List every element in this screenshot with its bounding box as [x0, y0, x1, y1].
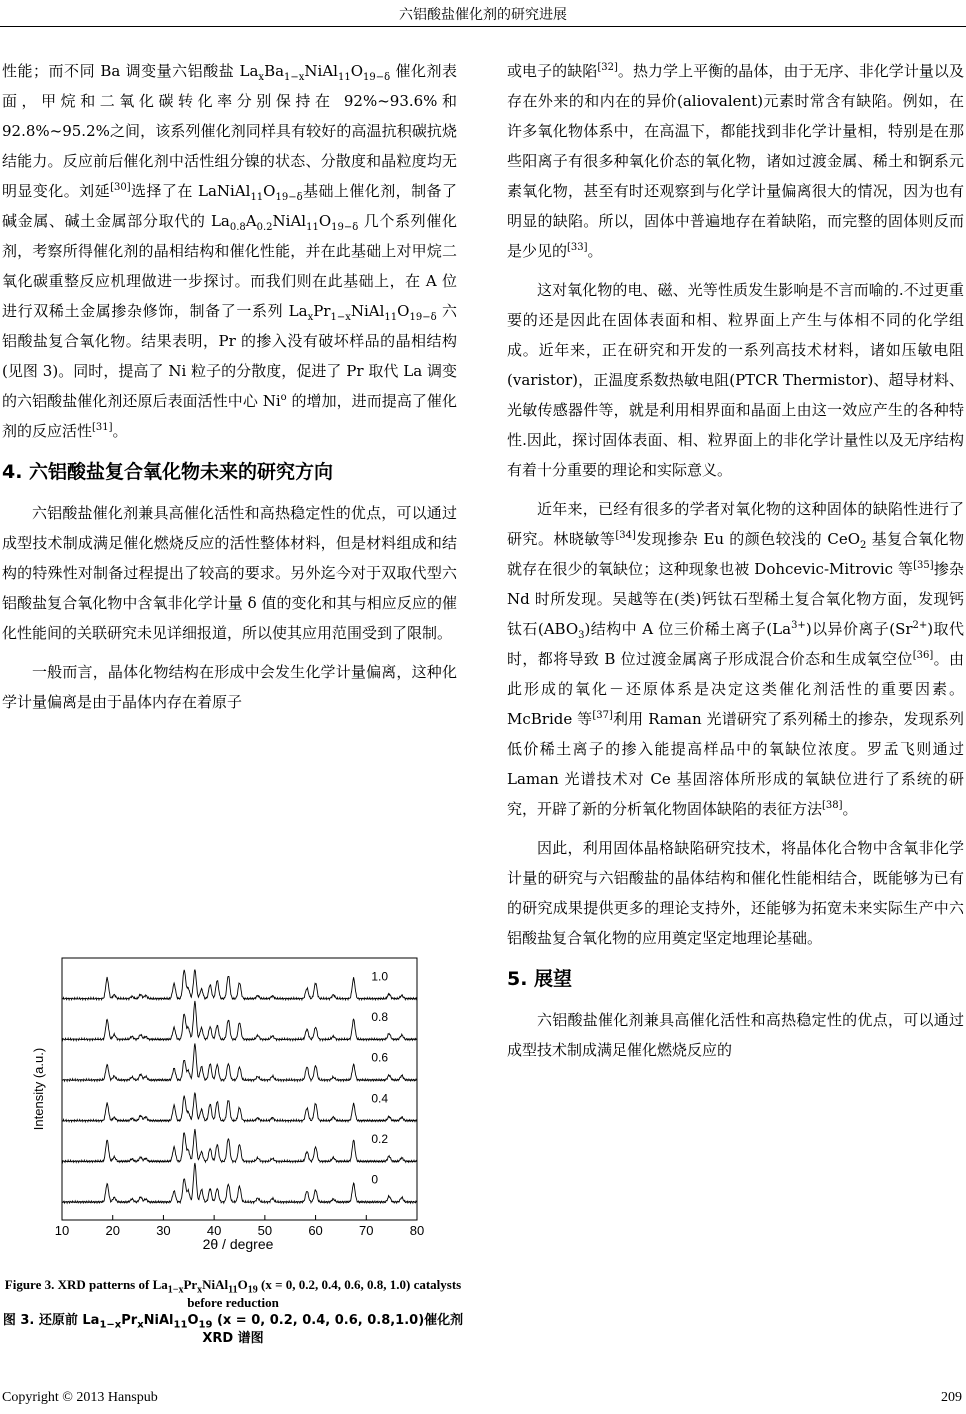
x-axis-label: 2θ / degree — [202, 1236, 274, 1252]
page-number: 209 — [941, 1390, 962, 1405]
xrd-pattern-0.8 — [62, 1001, 417, 1041]
xrd-chart — [0, 955, 460, 1260]
figure-caption-zh: 图 3. 还原前 $La_{1-x}Pr_xNiAl_{11}O_{19}$ (x = 0, 0.2, 0.4, 0.6, 0.8,1.0)催化剂 XRD 谱图 — [2, 1313, 464, 1346]
citation: [35] — [913, 560, 934, 571]
figure-caption — [0, 1276, 466, 1348]
right-paragraph-4: 因此，利用固体晶格缺陷研究技术，将晶体化合物中含氧非化学计量的研究与六铝酸盐的晶体结构和催化性能相结合，既能够为已有的研究成果提供更多的理论支持外，还能够为拓宽未来实际生产中六铝酸盐复合氧化物的应用奠定坚定地理论基础。 — [507, 839, 964, 947]
xrd-pattern-0.4 — [62, 1093, 417, 1122]
citation: [37] — [592, 710, 613, 721]
series-label: 0.2 — [371, 1132, 389, 1147]
section-4-heading: 4. 六铝酸盐复合氧化物未来的研究方向 — [2, 461, 334, 483]
y-axis-label: Intensity (a.u.) — [31, 1047, 46, 1131]
footer-copyright: Copyright © 2013 Hanspub — [2, 1390, 158, 1405]
right-paragraph-5: 六铝酸盐催化剂兼具高催化活性和高热稳定性的优点，可以通过成型技术制成满足催化燃烧反应的 — [507, 1011, 964, 1059]
xrd-pattern-0.6 — [62, 1044, 417, 1082]
citation: [30] — [110, 182, 131, 193]
section-5-heading: 5. 展望 — [507, 968, 573, 990]
left-paragraph-1: 性能；而不同 Ba 调变量六铝酸盐 $La_xBa_{1-x}NiAl_{11}O_{19-\delta}$ 催化剂表面，甲烷和二氧化碳转化率分别保持在 92%~93.6%和 92.8%~95.2%之间，该系列催化剂同样具有较好的高温抗积碳抗烧结能力。反应前后催化剂中活性组分镍的状态、分散度和晶粒度均无明显变化。刘延[30]选择了在 $LaNiAl_{11}O_{19-\delta}$基础上催化剂，制备了碱金属、碱土金属部分取代的 $La_{0.8}A_{0.2}NiAl_{11}O_{19-\delta}$ 几个系列催化剂，考察所得催化剂的晶相结构和催化性能，并在此基础上对甲烷二氧化碳重整反应机理做进一步探讨。而我们则在此基础上，在 A 位进行双稀土金属掺杂修饰，制备了一系列 $La_xPr_{1-x}NiAl_{11}O_{19-\delta}$ 六铝酸盐复合氧化物。结果表明，Pr 的掺入没有破坏样品的晶相结构(见图 3)。同时，提高了 Ni 粒子的分散度，促进了 Pr 取代 La 调变的六铝酸盐催化剂还原后表面活性中心 Ni$^o$ 的增加，进而提高了催化剂的反应活性[31]。 — [2, 62, 457, 440]
right-paragraph-2: 这对氧化物的电、磁、光等性质发生影响是不言而喻的.不过更重要的还是因此在固体表面和相、粒界面上产生与体相不同的化学组成。近年来，正在研究和开发的一系列高技术材料，诸如压敏电阻(varistor)，正温度系数热敏电阻(PTCR Thermistor)、超导材料、光敏传感器件等，就是利用相界面和晶面上由这一效应产生的各种特性.因此，探讨固体表面、相、粒界面上的非化学计量性以及无序结构有着十分重要的理论和实际意义。 — [507, 281, 964, 479]
series-label: 0.8 — [371, 1010, 389, 1025]
right-paragraph-3: 近年来，已经有很多的学者对氧化物的这种固体的缺陷性进行了研究。林晓敏等[34]发现掺杂 Eu 的颜色较浅的 CeO$_2$ 基复合氧化物就存在很少的氧缺位；这种现象也被 Dohcevic-Mitrovic 等[35]掺杂 Nd 时所发现。吴越等在(类)钙钛石型稀土复合氧化物方面，发现钙钛石$(ABO_3)$结构中 A 位三价稀土离子$(La^{3+})$以异价离子$(Sr^{2+})$取代时，都将导致 B 位过渡金属离子形成混合价态和生成氧空位[36]。由此形成的氧化－还原体系是决定这类催化剂活性的重要因素。McBride 等[37]利用 Raman 光谱研究了系列稀土的掺杂，发现系列低价稀土离子的掺入能提高样品中的氧缺位浓度。罗孟飞则通过 Laman 光谱技术对 Ce 基固溶体所形成的氧缺位进行了系统的研究，开辟了新的分析氧化物固体缺陷的表征方法[38]。 — [507, 500, 965, 818]
x-tick-label: 40 — [206, 1223, 222, 1238]
x-tick-label: 10 — [54, 1223, 70, 1238]
xrd-pattern-1.0 — [62, 970, 417, 1000]
left-paragraph-2: 六铝酸盐催化剂兼具高催化活性和高热稳定性的优点，可以通过成型技术制成满足催化燃烧反应的活性整体材料，但是材料组成和结构的特殊性对制备过程提出了较高的要求。另外迄今对于双取代型六铝酸盐复合氧化物中含氧非化学计量 δ 值的变化和其与相应反应的催化性能间的关联研究未见详细报道，所以使其应用范围受到了限制。 — [2, 504, 457, 642]
x-tick-label: 20 — [105, 1223, 120, 1238]
running-title: 六铝酸盐催化剂的研究进展 — [399, 7, 567, 23]
xrd-figure — [0, 955, 460, 1264]
figure-caption-en: Figure 3. XRD patterns of $La_{1-x}Pr_xNiAl_{11}O_{19}$ (x = 0, 0.2, 0.4, 0.6, 0.8, 1.0) catalysts before reduction — [4, 1277, 462, 1310]
right-column — [507, 56, 964, 1065]
x-tick-label: 80 — [409, 1223, 425, 1238]
citation: [33] — [567, 242, 588, 253]
left-paragraph-3: 一般而言，晶体化物结构在形成中会发生化学计量偏离，这种化学计量偏离是由于晶体内存在着原子 — [2, 663, 457, 711]
series-label: 0.6 — [371, 1050, 389, 1065]
x-tick-label: 70 — [359, 1223, 374, 1238]
citation: [38] — [822, 800, 843, 811]
left-column — [2, 56, 457, 717]
header-rule — [0, 26, 966, 27]
series-label: 1.0 — [371, 969, 389, 984]
xrd-pattern-0 — [62, 1163, 417, 1203]
x-tick-label: 30 — [156, 1223, 171, 1238]
right-paragraph-1: 或电子的缺陷[32]。热力学上平衡的晶体，由于无序、非化学计量以及存在外来的和内在的异价(aliovalent)元素时常含有缺陷。例如，在许多氧化物体系中，在高温下，都能找到非化学计量相，特别是在那些阳离子有很多种氧化价态的氧化物，诸如过渡金属、稀土和锕系元素氧化物，甚至有时还观察到与化学计量偏离很大的情况，因为也有明显的缺陷。所以，固体中普遍地存在着缺陷，而完整的固体则反而是少见的[33]。 — [507, 62, 964, 260]
citation: [36] — [912, 650, 934, 661]
citation: [32] — [597, 62, 618, 73]
x-tick-label: 50 — [257, 1223, 273, 1238]
series-label: 0.4 — [371, 1091, 389, 1106]
series-label: 0 — [371, 1172, 379, 1187]
citation: [31] — [92, 422, 113, 433]
x-tick-label: 60 — [308, 1223, 323, 1238]
xrd-pattern-0.2 — [62, 1129, 417, 1163]
citation: [34] — [615, 530, 636, 541]
